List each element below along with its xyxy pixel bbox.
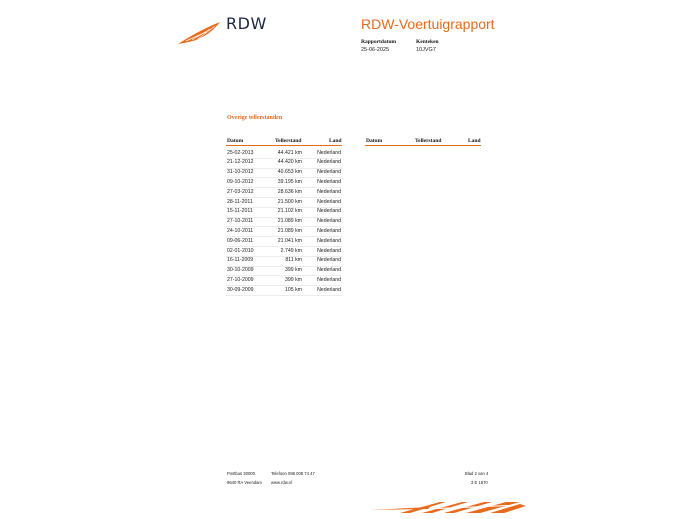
cell-odometer: 21.500 km bbox=[277, 198, 302, 205]
col-header-odometer: Tellerstand bbox=[275, 138, 302, 144]
cell-date: 30-09-2009 bbox=[227, 286, 254, 293]
cell-country: Nederland bbox=[317, 237, 341, 244]
cell-odometer: 399 km bbox=[284, 267, 302, 274]
table-row bbox=[226, 285, 342, 296]
cell-country: Nederland bbox=[317, 286, 341, 293]
cell-odometer: 28.636 km bbox=[277, 188, 302, 195]
cell-country: Nederland bbox=[317, 169, 341, 176]
cell-odometer: 21.102 km bbox=[277, 208, 302, 215]
cell-odometer: 21.041 km bbox=[277, 237, 302, 244]
cell-country: Nederland bbox=[317, 267, 341, 274]
rdw-feather-icon bbox=[176, 20, 224, 46]
cell-date: 09-06-2011 bbox=[227, 237, 254, 244]
cell-odometer: 44.421 km bbox=[277, 149, 302, 156]
cell-odometer: 44.420 km bbox=[277, 159, 302, 166]
col-header-country: Land bbox=[329, 138, 342, 144]
section-title: Overige tellerstanden bbox=[227, 115, 283, 121]
cell-odometer: 21.089 km bbox=[277, 218, 302, 225]
cell-date: 09-10-2012 bbox=[227, 178, 254, 185]
cell-date: 27-10-2009 bbox=[227, 276, 254, 283]
rdw-logo bbox=[176, 20, 224, 46]
cell-odometer: 21.089 km bbox=[277, 227, 302, 234]
footer-page: Blad 2 van 4 bbox=[465, 471, 489, 476]
cell-country: Nederland bbox=[317, 178, 341, 185]
cell-country: Nederland bbox=[317, 208, 341, 215]
cell-country: Nederland bbox=[317, 247, 341, 254]
plate-label: Kenteken bbox=[416, 39, 439, 45]
plate-value: 10JVG7 bbox=[416, 47, 436, 53]
cell-date: 15-11-2011 bbox=[227, 208, 253, 215]
col-header-odometer-right: Tellerstand bbox=[415, 138, 442, 144]
cell-odometer: 40.653 km bbox=[277, 169, 302, 176]
footer-website: www.rdw.nl bbox=[271, 480, 292, 485]
cell-country: Nederland bbox=[317, 276, 341, 283]
report-title: RDW-Voertuigrapport bbox=[361, 16, 495, 32]
cell-odometer: 399 km bbox=[284, 276, 302, 283]
cell-date: 24-10-2011 bbox=[227, 227, 254, 234]
cell-date: 02-01-2010 bbox=[227, 247, 254, 254]
logo-text: RDW bbox=[226, 14, 267, 33]
cell-odometer: 105 km bbox=[284, 286, 302, 293]
cell-country: Nederland bbox=[317, 149, 341, 156]
cell-country: Nederland bbox=[317, 227, 341, 234]
rdw-stripes-graphic bbox=[370, 498, 526, 514]
cell-date: 21-12-2012 bbox=[227, 159, 254, 166]
cell-odometer: 2.749 km bbox=[280, 247, 302, 254]
cell-odometer: 39.195 km bbox=[277, 178, 302, 185]
footer-decoration bbox=[370, 498, 526, 514]
report-date-value: 25-06-2025 bbox=[361, 47, 390, 53]
cell-date: 27-10-2011 bbox=[227, 218, 254, 225]
footer-address-line1: Postbus 30000 bbox=[227, 471, 255, 476]
cell-country: Nederland bbox=[317, 218, 341, 225]
cell-country: Nederland bbox=[317, 159, 341, 166]
report-date-label: Rapportdatum bbox=[361, 39, 397, 45]
footer-address-line2: 9640 RA Veendam bbox=[227, 480, 262, 485]
cell-date: 25-02-2013 bbox=[227, 149, 254, 156]
cell-country: Nederland bbox=[317, 257, 341, 264]
col-header-country-right: Land bbox=[468, 138, 481, 144]
col-header-date: Datum bbox=[227, 138, 244, 144]
cell-date: 16-11-2009 bbox=[227, 257, 254, 264]
cell-country: Nederland bbox=[317, 188, 341, 195]
cell-odometer: 811 km bbox=[285, 257, 302, 264]
footer-phone: Telefoon 088 008 74 47 bbox=[271, 471, 315, 476]
cell-date: 27-03-2012 bbox=[227, 188, 254, 195]
footer-doc-code: 3 E 1670 bbox=[471, 480, 488, 485]
table-header-divider bbox=[226, 145, 342, 146]
cell-country: Nederland bbox=[317, 198, 341, 205]
cell-date: 28-11-2011 bbox=[227, 198, 253, 205]
cell-date: 30-10-2009 bbox=[227, 267, 254, 274]
col-header-date-right: Datum bbox=[366, 138, 383, 144]
cell-date: 31-10-2012 bbox=[227, 169, 254, 176]
table-header-divider-right bbox=[365, 145, 481, 146]
